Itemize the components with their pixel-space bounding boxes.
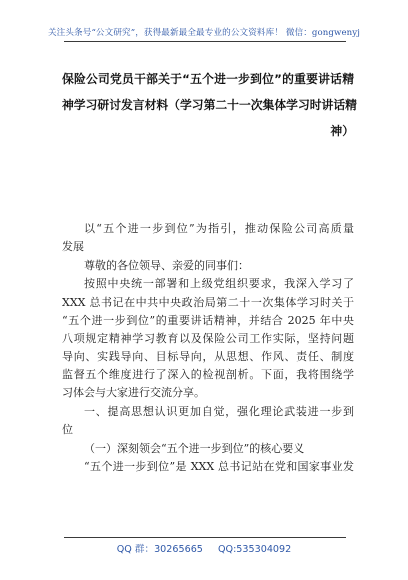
paragraph-line: XXX 总书记在中共中央政治局第二十一次集体学习时关于 [62, 295, 354, 309]
title-line: 神） [330, 124, 354, 138]
subtitle-line: 以“五个进一步到位”为指引，推动保险公司高质量 [84, 222, 354, 235]
section-heading-line: 位 [62, 422, 73, 436]
subsection-heading: （一）深刻领会“五个进一步到位”的核心要义 [84, 441, 305, 455]
paragraph-line: 监督五个维度进行了深入的检视剖析。下面，我将围绕学 [62, 367, 354, 381]
paragraph-line: 八项规定精神学习教育以及保险公司工作实际，坚持问题 [62, 331, 354, 345]
paragraph-line: “五个进一步到位”是 XXX 总书记站在党和国家事业发 [84, 460, 354, 474]
qq-group: QQ 群：30265665 [116, 544, 203, 555]
footer-rule [64, 537, 346, 538]
paragraph-line: 习体会与大家进行交流分享。 [62, 386, 205, 400]
subtitle-line: 发展 [62, 240, 84, 254]
section-heading-line: 一、提高思想认识更加自觉，强化理论武装进一步到 [84, 404, 354, 418]
document-title [62, 66, 357, 144]
header-rule [64, 41, 346, 42]
header-notice: 关注头条号“公文研究”，获得最新最全最专业的公文资料库！ 微信：gongwenyj [47, 28, 361, 38]
salutation: 尊敬的各位领导、亲爱的同事们： [84, 258, 249, 272]
title-line: 保险公司党员干部关于“五个进一步到位”的重要讲话精 [62, 72, 354, 86]
paragraph-line: 导向、实践导向、目标导向，从思想、作风、责任、制度 [62, 349, 354, 363]
paragraph-line: 按照中央统一部署和上级党组织要求，我深入学习了 [84, 277, 354, 291]
title-line: 神学习研讨发言材料（学习第二十一次集体学习时讲话精 [62, 98, 357, 112]
qq-number: QQ:535304092 [217, 544, 292, 555]
paragraph-line: “五个进一步到位”的重要讲话精神，并结合 2025 年中央 [62, 313, 354, 327]
document-body [62, 220, 354, 476]
footer-contact [0, 541, 408, 555]
